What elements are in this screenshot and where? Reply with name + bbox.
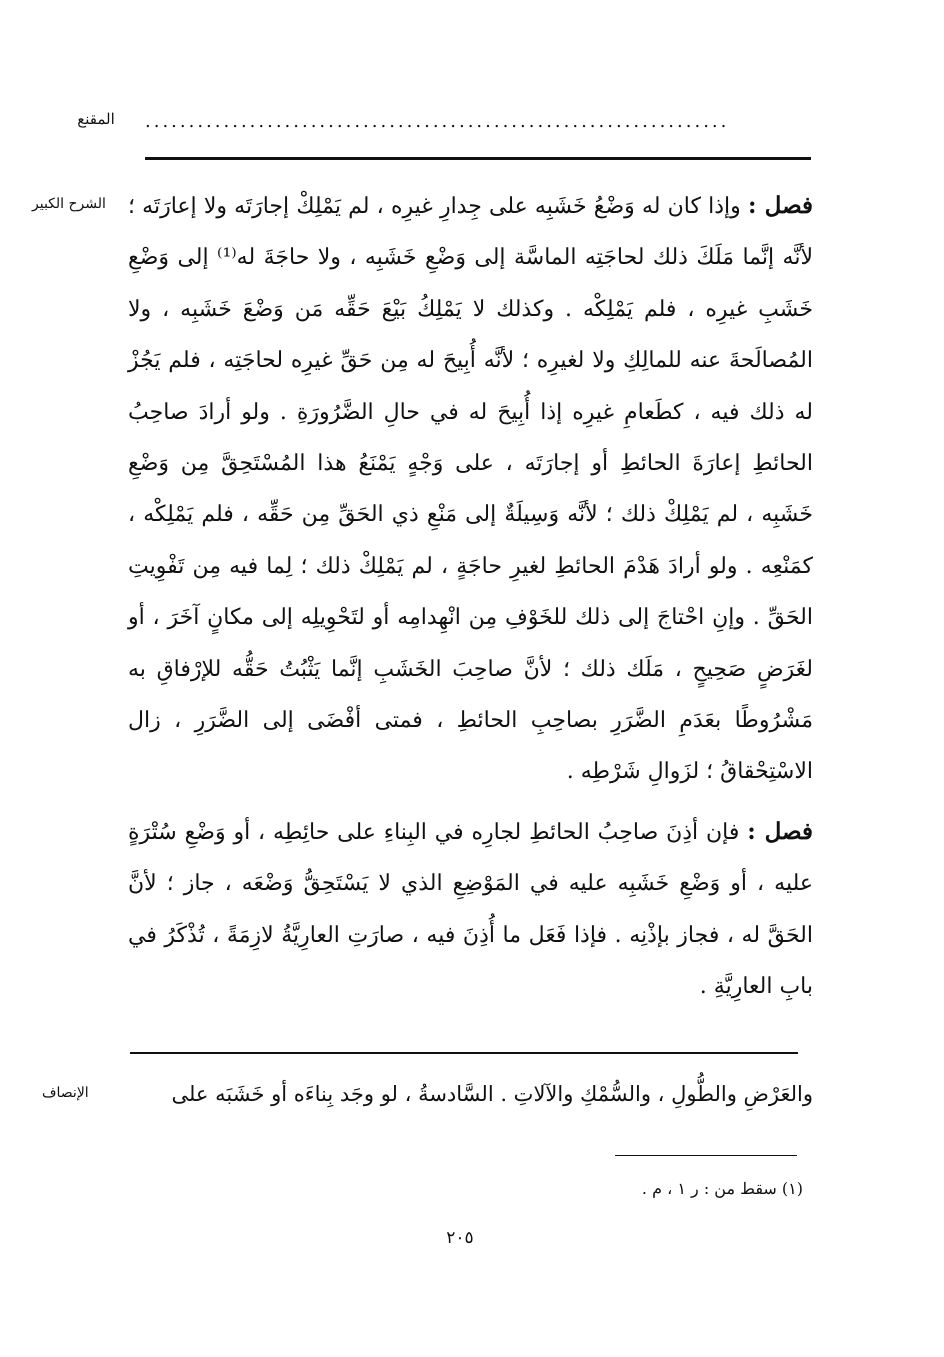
margin-label-sharh: الشرح الكبير <box>32 196 106 212</box>
page-number: ٢٠٥ <box>446 1228 474 1248</box>
paragraph-2-body: فإن أذِنَ صاحِبُ الحائطِ لجارِه في البِناءِ على حائِطِه ، أو وَضْعِ سُتْرَةٍ عليه ، أو وَضْعِ خَشَبِه عليه في المَوْضِعِ الذي لا يَسْتَحِقُّ وَضْعَه ، جاز ؛ لأنَّ الحَقَّ له ، فجاز بإذْنِه . فإذا فَعَل ما أُذِنَ فيه ، صارَتِ العارِيَّةُ لازِمَةً ، تُذْكَرُ في بابِ العارِيَّةِ . <box>128 819 813 1000</box>
footnote-1: (١) سقط من : ر ١ ، م . <box>641 1179 803 1198</box>
section-heading-1: فصل : <box>747 192 814 219</box>
commentary-divider <box>130 1052 798 1054</box>
insaf-text: والعَرْضِ والطُّولِ ، والسُّمْكِ والآلاتِ . السَّادسةُ ، لو وجَد بِناءَه أو خَشَبَه على <box>171 1082 813 1106</box>
paragraph-1-body: وإذا كان له وَضْعُ خَشَبِه على جِدارِ غيرِه ، لم يَمْلِكْ إجارَتَه ولا إعارَتَه ؛ لأنَّه إنَّما مَلَكَ ذلك لحاجَتِه الماسَّة إلى وَضْعِ خَشَبِه ، ولا حاجَةَ له⁽¹⁾ إلى وَضْعِ خَشَبِ غيرِه ، فلم يَمْلِكْه . وكذلك لا يَمْلِكُ بَيْعَ حَقِّه مَن وَضْعَ خَشَبِه ، ولا المُصالَحةَ عنه للمالِكِ ولا لغيرِه ؛ لأنَّه أُبِيحَ له مِن حَقِّ غيرِه لحاجَتِه ، فلم يَجُزْ له ذلك فيه ، كطَعامِ غيرِه إذا أُبِيحَ له في حالِ الضَّرُورَةِ . ولو أرادَ صاحِبُ الحائطِ إعارَةَ الحائطِ أو إجارَتَه ، على وَجْهٍ يَمْنَعُ هذا المُسْتَحِقَّ مِن وَضْعِ خَشَبِه ، لم يَمْلِكْ ذلك ؛ لأنَّه وَسِيلَةٌ إلى مَنْعِ ذي الحَقِّ مِن حَقِّه ، فلم يَمْلِكْه ، كمَنْعِه . ولو أرادَ هَدْمَ الحائطِ لغيرِ حاجَةٍ ، لم يَمْلِكْ ذلك ؛ لِما فيه مِن تَفْوِيتِ الحَقِّ . وإنِ احْتاجَ إلى ذلك للخَوْفِ مِن انْهِدامِه أو لتَحْوِيلِه إلى مكانٍ آخَرَ ، أو لغَرَضٍ صَحِيحٍ ، مَلَك ذلك ؛ لأنَّ صاحِبَ الخَشَبِ إنَّما يَثْبُتُ حَقُّه للإرْفاقِ به مَشْرُوطًا بعَدَمِ الضَّرَرِ بصاحِبِ الحائطِ ، فمتى أفْضَى إلى الضَّرَرِ ، زال الاسْتِحْقاقُ ؛ لزَوالِ شَرْطِه . <box>128 194 813 785</box>
footnote-rule <box>615 1155 797 1156</box>
header-rule <box>145 157 811 160</box>
running-header-title: المقنع <box>77 110 115 128</box>
margin-label-insaf: الإنصاف <box>42 1085 89 1101</box>
paragraph-2 <box>128 806 813 1013</box>
main-text-block <box>128 180 813 1021</box>
section-heading-2: فصل : <box>747 817 813 845</box>
paragraph-1 <box>128 180 813 798</box>
header-dot-leader: ................................................................... <box>145 111 730 132</box>
